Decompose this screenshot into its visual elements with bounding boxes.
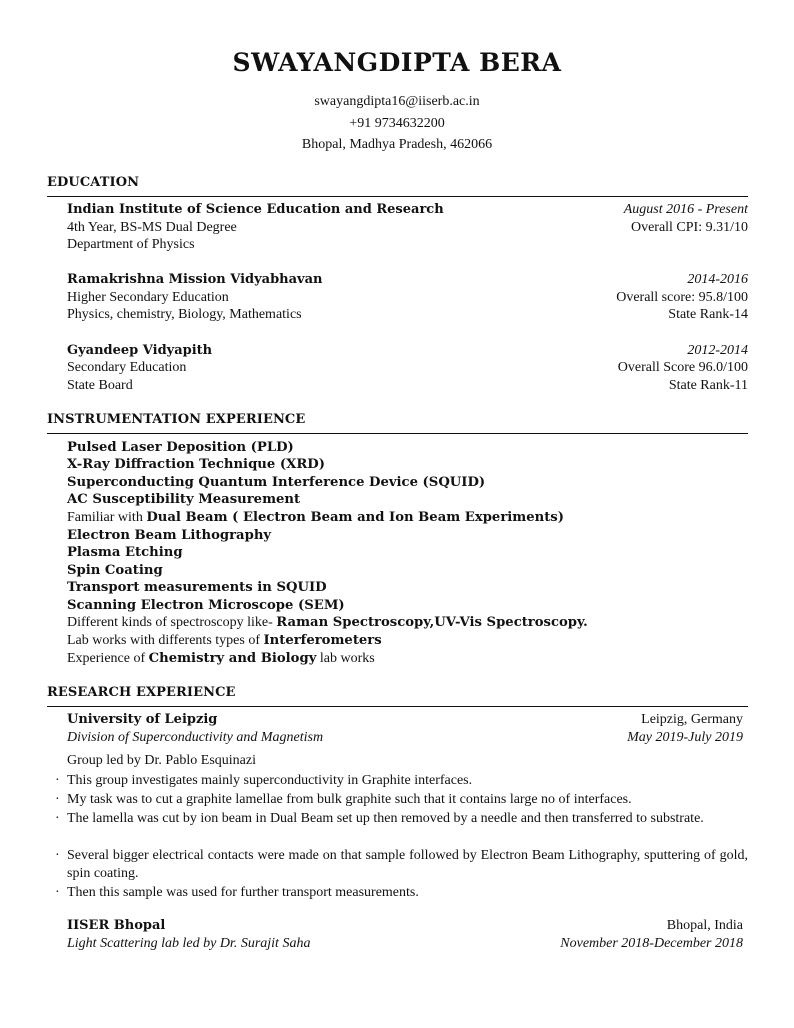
address: Bhopal, Madhya Pradesh, 462066 <box>301 137 493 152</box>
instrument-item <box>67 439 294 457</box>
score: Overall score: 95.8/100 <box>616 290 748 305</box>
division: Light Scattering lab led by Dr. Surajit Saha <box>67 936 311 951</box>
score: Overall CPI: 9.31/10 <box>630 220 748 235</box>
dates: November 2018-December 2018 <box>560 936 743 951</box>
item-bold: AC Susceptibility Measurement <box>67 492 301 507</box>
location: Leipzig, Germany <box>641 712 743 727</box>
bullet-text: Then this sample was used for further transport measurements. <box>67 885 419 900</box>
section-title-instrumentation: INSTRUMENTATION EXPERIENCE <box>47 412 306 427</box>
institution-name: IISER Bhopal <box>67 918 166 933</box>
item-bold: Scanning Electron Microscope (SEM) <box>67 598 345 613</box>
dates: May 2019-July 2019 <box>627 730 743 745</box>
institution-name: Indian Institute of Science Education and Research <box>67 202 444 217</box>
item-bold: Chemistry and Biology <box>148 651 317 666</box>
bullet-text: This group investigates mainly superconductivity in Graphite interfaces. <box>67 773 473 788</box>
phone: +91 9734632200 <box>349 116 445 131</box>
item-prefix: Experience of <box>67 651 149 666</box>
item-bold: Interferometers <box>263 633 382 648</box>
rank: State Rank-11 <box>668 378 748 393</box>
bullet-dot-icon: · <box>55 773 60 788</box>
section-title-research: RESEARCH EXPERIENCE <box>47 685 236 700</box>
bullet-dot-icon: · <box>55 848 60 863</box>
email: swayangdipta16@iiserb.ac.in <box>314 94 480 109</box>
bullet-text: Several bigger electrical contacts were made on that sample followed by Electron Beam Lithography, sputtering of gold, spin coating. <box>67 848 748 881</box>
instrument-item <box>67 650 375 668</box>
department: Department of Physics <box>67 237 195 252</box>
section-divider <box>47 706 748 707</box>
section-divider <box>47 196 748 197</box>
item-bold: Superconducting Quantum Interference Device (SQUID) <box>67 475 486 490</box>
instrument-item <box>67 562 163 580</box>
instrument-item <box>67 614 588 632</box>
item-bold: Transport measurements in SQUID <box>67 580 327 595</box>
instrument-item <box>67 597 345 615</box>
bullet-text: My task was to cut a graphite lamellae from bulk graphite such that it contains large no of interfaces. <box>67 792 632 807</box>
item-bold: Plasma Etching <box>67 545 183 560</box>
instrument-item <box>67 474 485 492</box>
candidate-name: SWAYANGDIPTA BERA <box>232 48 562 77</box>
instrument-item <box>67 544 183 562</box>
institution-name: Gyandeep Vidyapith <box>67 343 213 358</box>
item-suffix: lab works <box>316 651 375 666</box>
bullet-dot-icon: · <box>55 792 60 807</box>
section-divider <box>47 433 748 434</box>
section-title-education: EDUCATION <box>47 175 140 190</box>
item-bold: Electron Beam Lithography <box>67 528 272 543</box>
dates: 2012-2014 <box>687 343 748 358</box>
location: Bhopal, India <box>666 918 743 933</box>
item-prefix: Familiar with <box>67 510 147 525</box>
degree: Secondary Education <box>67 360 187 375</box>
institution-name: Ramakrishna Mission Vidyabhavan <box>67 272 323 287</box>
item-bold: Spin Coating <box>67 563 163 578</box>
item-bold: X-Ray Diffraction Technique (XRD) <box>67 457 325 472</box>
instrument-item <box>67 527 271 545</box>
rank: State Rank-14 <box>668 307 748 322</box>
subjects: Physics, chemistry, Biology, Mathematics <box>67 307 302 322</box>
item-prefix: Lab works with differents types of <box>67 633 264 648</box>
item-bold: Pulsed Laser Deposition (PLD) <box>67 440 294 455</box>
dates: August 2016 - Present <box>623 202 748 217</box>
instrument-item <box>67 456 325 474</box>
institution-name: University of Leipzig <box>67 712 218 727</box>
board: State Board <box>67 378 133 393</box>
item-prefix: Different kinds of spectroscopy like- <box>67 615 277 630</box>
bullet-dot-icon: · <box>55 885 60 900</box>
bullet-dot-icon: · <box>55 811 60 826</box>
degree: 4th Year, BS-MS Dual Degree <box>67 220 237 235</box>
instrument-item <box>67 491 300 509</box>
dates: 2014-2016 <box>687 272 748 287</box>
group-leader: Group led by Dr. Pablo Esquinazi <box>67 753 256 768</box>
bullet-text: The lamella was cut by ion beam in Dual Beam set up then removed by a needle and then transferred to substrate. <box>67 811 704 826</box>
instrument-item <box>67 579 327 597</box>
degree: Higher Secondary Education <box>67 290 229 305</box>
item-bold: Raman Spectroscopy,UV-Vis Spectroscopy. <box>276 615 588 630</box>
score: Overall Score 96.0/100 <box>617 360 748 375</box>
item-bold: Dual Beam ( Electron Beam and Ion Beam Experiments) <box>146 510 564 525</box>
instrument-item <box>67 632 382 650</box>
division: Division of Superconductivity and Magnetism <box>67 730 324 745</box>
instrument-item <box>67 509 564 527</box>
